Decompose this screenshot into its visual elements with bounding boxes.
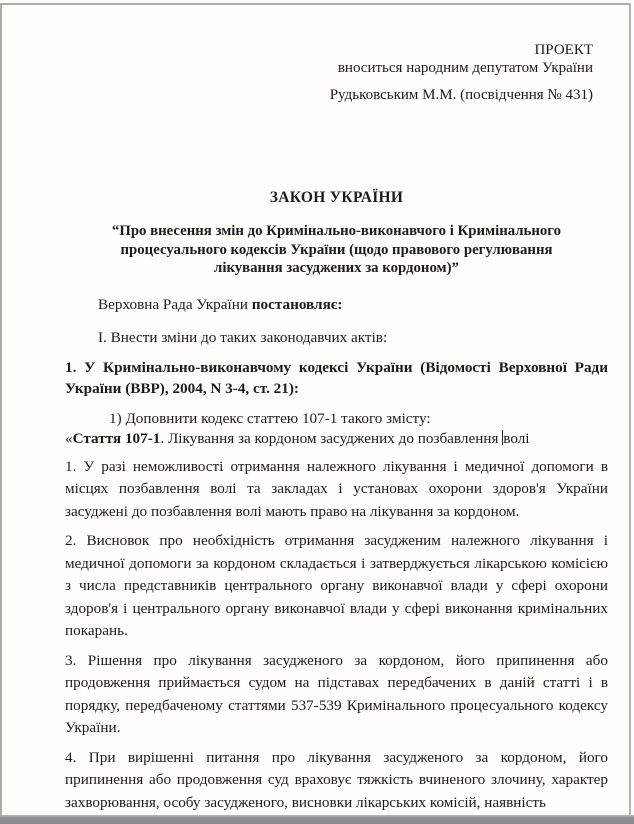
article-open-quote: « [65,429,73,447]
paragraph-3: 3. Рішення про лікування засудженого за кордоном, його припинення або продовження приймається судом на підставах передбачених в даній статті і в порядку, передбаченому статтями 537-539 Кримінального процесуального кодексу України. [65,651,608,736]
draft-label: ПРОЕКТ [534,42,593,58]
document-header [65,41,608,104]
article-title-text: . Лікування за кордоном засуджених до позбавлення [160,429,503,447]
paragraph-1: 1. У разі неможливості отримання належного лікування і медичної допомоги в місцях позбавлення волі та закладах і установах охорони здоров'я України засуджені до позбавлення волі мають право на лікування за кордоном. [65,457,608,520]
page-bottom-edge [0,815,634,824]
article-title-last-word: волі [503,429,530,447]
resolution-prefix: Верховна Рада України [98,295,252,313]
section-intro: І. Внести зміни до таких законодавчих актів: [98,328,388,346]
paragraph-4: 4. При вирішенні питання про лікування засудженого за кордоном, його припинення або продовження суд враховує тяжкість вчиненого злочину, характер захворювання, особу засудженого, висновки лікарських комісій, наявність [65,748,608,811]
article-title-line [65,429,608,449]
deputy-line: Рудьковським М.М. (посвідчення № 431) [329,87,593,103]
resolution-line [65,295,608,314]
resolution-verb: постановляє: [251,295,343,313]
law-heading: ЗАКОН УКРАЇНИ [269,189,404,206]
submitted-by-line: вноситься народним депутатом України [337,60,593,76]
amendment-heading: 1. У Кримінально-виконавчому кодексі України (Відомості Верховної Ради України (ВВР), 2004, N 3-4, ст. 21): [65,358,608,397]
document-page [0,3,631,815]
article-number: Стаття 107-1 [72,429,161,447]
document-text-area[interactable] [65,5,608,814]
paragraph-2: 2. Висновок про необхідність отримання засудженим належного лікування і медичної допомоги за кордоном складається і затверджується лікарською комісією з числа представників центрального органу виконавчої влади у сфері охорони здоров'я і центрального органу виконавчої влади у сфері виконання кримінальних покарань. [65,532,608,639]
item-line: 1) Доповнити кодекс статтею 107-1 такого змісту: [109,409,431,427]
law-title: “Про внесення змін до Кримінально-виконавчого і Кримінального процесуального кодексів України (щодо правового регулювання лікування засуджених за кордоном)” [111,223,562,276]
